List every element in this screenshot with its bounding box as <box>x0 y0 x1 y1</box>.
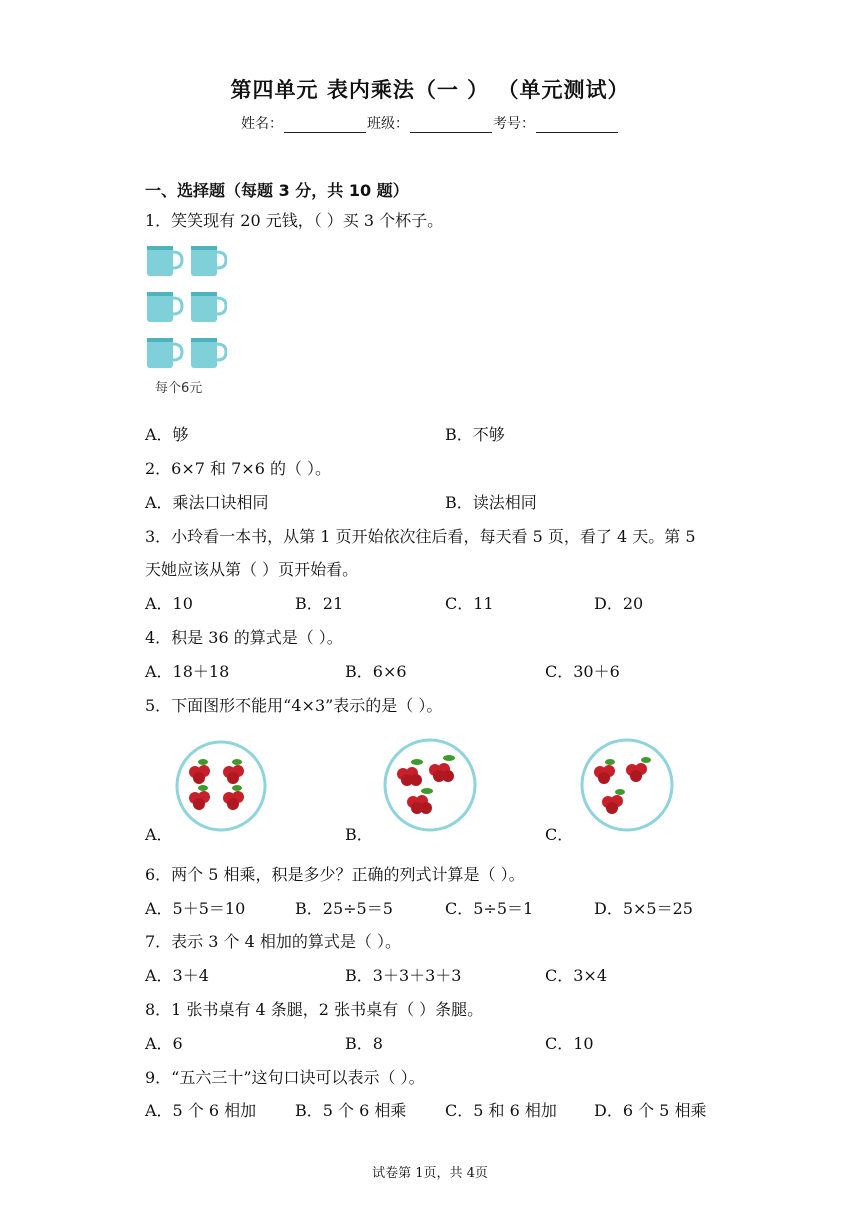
q6-option-d[interactable]: D．5×5＝25 <box>594 899 693 918</box>
q6-option-a[interactable]: A．5＋5＝10 <box>145 899 246 918</box>
q9-option-c[interactable]: C．5 和 6 相加 <box>445 1101 557 1120</box>
question-2: 2．6×7 和 7×6 的（ ）。 <box>145 459 332 478</box>
q6-option-c[interactable]: C．5÷5＝1 <box>445 899 534 918</box>
cherry-plate-b <box>383 738 477 832</box>
cup-icon <box>191 338 226 368</box>
q5-option-c[interactable]: C． <box>545 825 574 844</box>
q8-option-c[interactable]: C．10 <box>545 1034 594 1053</box>
question-6: 6．两个 5 相乘，积是多少？正确的列式计算是（ ）。 <box>145 865 525 884</box>
q9-option-d[interactable]: D．6 个 5 相乘 <box>594 1101 707 1120</box>
q2-option-b[interactable]: B．读法相同 <box>445 493 537 512</box>
question-5: 5．下面图形不能用“4×3”表示的是（ ）。 <box>145 696 443 715</box>
q2-option-a[interactable]: A．乘法口诀相同 <box>145 493 269 512</box>
q1-option-b[interactable]: B．不够 <box>445 425 505 444</box>
class-label: 班级： <box>367 116 409 132</box>
q3-option-b[interactable]: B．21 <box>295 594 344 613</box>
section-heading: 一、选择题（每题 3 分，共 10 题） <box>145 181 409 200</box>
cup-icon <box>191 292 226 322</box>
question-3-line-2: 天她应该从第（ ）页开始看。 <box>145 560 359 579</box>
q4-option-c[interactable]: C．30＋6 <box>545 662 620 681</box>
cup-price-caption: 每个6元 <box>155 381 203 396</box>
cup-icon <box>147 246 182 276</box>
student-info-line <box>0 113 860 133</box>
q4-option-b[interactable]: B．6×6 <box>345 662 407 681</box>
exam-no-label: 考号： <box>493 116 535 132</box>
q3-option-a[interactable]: A．10 <box>145 594 193 613</box>
question-4: 4．积是 36 的算式是（ ）。 <box>145 628 343 647</box>
q5-option-a[interactable]: A． <box>145 825 173 844</box>
cup-icon <box>147 338 182 368</box>
q4-option-a[interactable]: A．18＋18 <box>145 662 230 681</box>
cup-icon <box>191 246 226 276</box>
q7-option-c[interactable]: C．3×4 <box>545 966 608 985</box>
exam-no-blank[interactable] <box>536 118 618 133</box>
question-7: 7．表示 3 个 4 相加的算式是（ ）。 <box>145 932 401 951</box>
class-blank[interactable] <box>410 118 492 133</box>
question-1: 1．笑笑现有 20 元钱，（ ）买 3 个杯子。 <box>145 211 444 230</box>
q7-option-a[interactable]: A．3＋4 <box>145 966 209 985</box>
page-footer: 试卷第 1页，共 4页 <box>372 1166 488 1181</box>
q8-option-a[interactable]: A．6 <box>145 1034 183 1053</box>
cherry-plate-c <box>580 738 674 832</box>
cups-image <box>145 240 227 395</box>
cherry-plate-a <box>175 740 267 832</box>
q7-option-b[interactable]: B．3＋3＋3＋3 <box>345 966 462 985</box>
question-3-line-1: 3．小玲看一本书，从第 1 页开始依次往后看，每天看 5 页，看了 4 天。第 5 <box>145 527 696 546</box>
question-8: 8．1 张书桌有 4 条腿，2 张书桌有（ ）条腿。 <box>145 1000 484 1019</box>
name-blank[interactable] <box>284 118 366 133</box>
q9-option-b[interactable]: B．5 个 6 相乘 <box>295 1101 407 1120</box>
q9-option-a[interactable]: A．5 个 6 相加 <box>145 1101 257 1120</box>
q1-option-a[interactable]: A．够 <box>145 425 189 444</box>
cup-icon <box>147 292 182 322</box>
q8-option-b[interactable]: B．8 <box>345 1034 383 1053</box>
question-9: 9．“五六三十”这句口诀可以表示（ ）。 <box>145 1068 425 1087</box>
name-label: 姓名： <box>241 116 283 132</box>
q5-option-b[interactable]: B． <box>345 825 373 844</box>
q3-option-d[interactable]: D．20 <box>594 594 644 613</box>
q3-option-c[interactable]: C．11 <box>445 594 494 613</box>
q6-option-b[interactable]: B．25÷5＝5 <box>295 899 393 918</box>
page-title: 第四单元 表内乘法（一 ） （单元测试） <box>230 78 630 102</box>
